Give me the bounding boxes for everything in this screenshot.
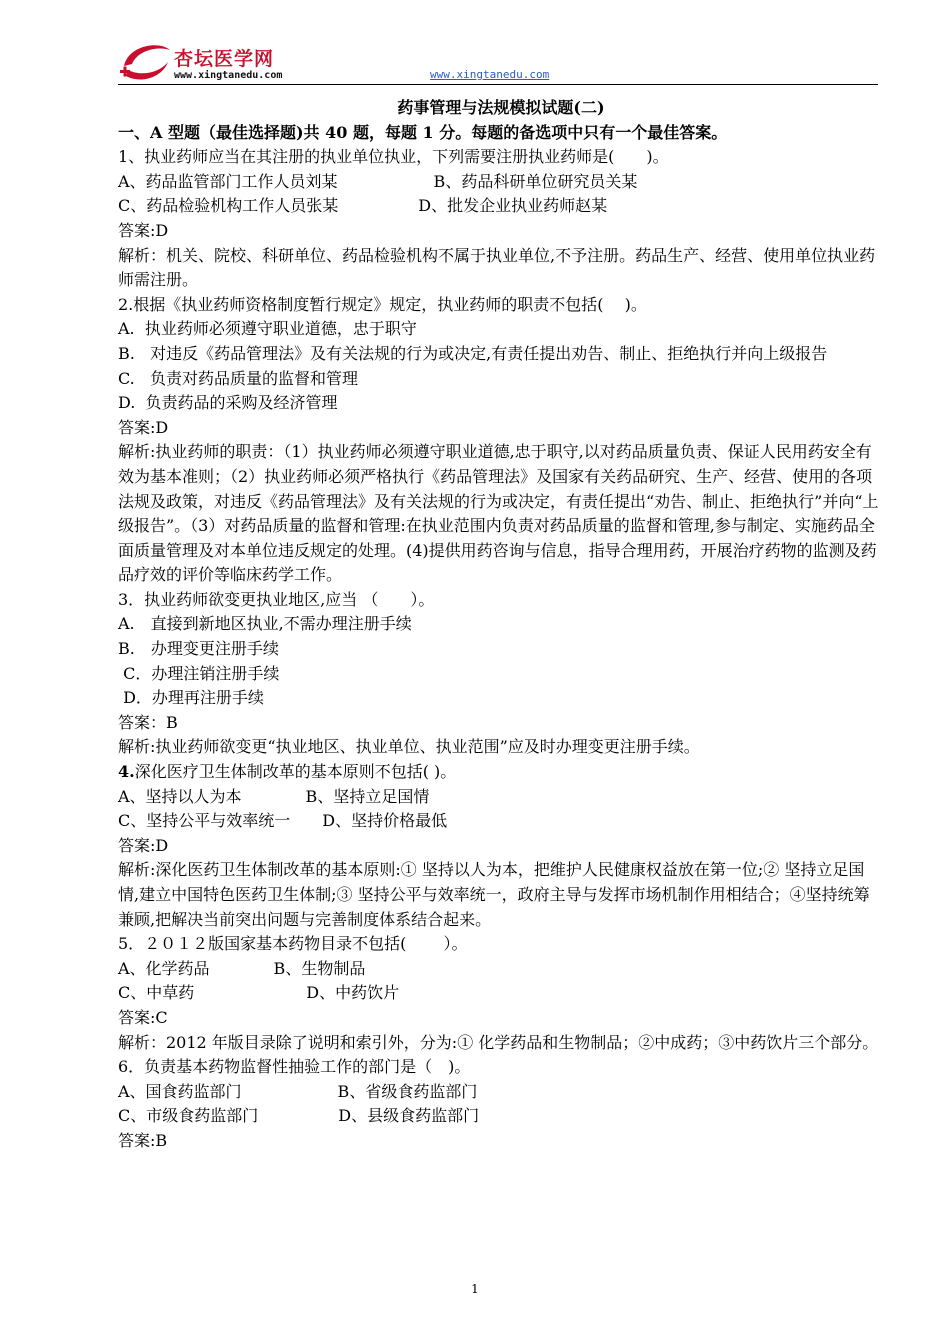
text-line: B. 办理变更注册手续 [118, 639, 279, 659]
text-line: 4.深化医疗卫生体制改革的基本原则不包括( )。 [118, 762, 457, 782]
text-line: C、药品检验机构工作人员张某 D、批发企业执业药师赵某 [118, 196, 608, 216]
text-line: 一、A 型题（最佳选择题)共 40 题，每题 1 分。每题的备选项中只有一个最佳答案。 [118, 122, 728, 142]
text-line: 1、执业药师应当在其注册的执业单位执业，下列需要注册执业药师是( )。 [118, 147, 669, 167]
text-line: 解析:执业药师的职责：（1）执业药师必须遵守职业道德,忠于职守,以对药品质量负责、保证人民用药安全有效为基本准则；（2）执业药师必须严格执行《药品管理法》及国家有关药品研究、生产、经营、使用的各项法规及政策，对违反《药品管理法》及有关法规的行为或决定，有责任提出“劝告、制止、拒绝执行”并向“上级报告”。（3）对药品质量的监督和管理:在执业范围内负责对药品质量的监督和管理,参与制定、实施药品全面质量管理及对本单位违反规定的处理。(4)提供用药咨询与信息，指导合理用药，开展治疗药物的监测及药品疗效的评价等临床药学工作。 [118, 442, 879, 585]
text-line: 答案:D [118, 220, 169, 240]
text-line: A. 直接到新地区执业,不需办理注册手续 [118, 614, 412, 634]
text-line: 5．２０１２版国家基本药物目录不包括( ）。 [118, 934, 468, 954]
document-body [118, 96, 884, 1154]
text-line: 答案:D [118, 835, 169, 855]
text-line: A、化学药品 B、生物制品 [118, 958, 366, 978]
text-line: 答案：B [118, 712, 178, 732]
text-line: 6．负责基本药物监督性抽验工作的部门是（ )。 [118, 1057, 471, 1077]
text-line: D．办理再注册手续 [118, 688, 264, 708]
text-line: 答案:D [118, 417, 169, 437]
text-line: A、国食药监部门 B、省级食药监部门 [118, 1081, 478, 1101]
logo-text: 杏坛医学网 [174, 48, 275, 70]
site-logo[interactable] [118, 36, 328, 86]
page-number: 1 [471, 1282, 479, 1296]
document-title: 药事管理与法规模拟试题(二) [397, 98, 605, 117]
text-line: D. 负责药品的采购及经济管理 [118, 393, 338, 413]
text-line: C、坚持公平与效率统一 D、坚持价格最低 [118, 811, 448, 831]
text-line: A、药品监管部门工作人员刘某 B、药品科研单位研究员关某 [118, 171, 638, 191]
text-line: 3．执业药师欲变更执业地区,应当 （ ）。 [118, 589, 435, 609]
text-line: C、市级食药监部门 D、县级食药监部门 [118, 1106, 480, 1126]
text-line: 解析:深化医药卫生体制改革的基本原则:① 坚持以人为本，把维护人民健康权益放在第一位;② 坚持立足国情,建立中国特色医药卫生体制;③ 坚持公平与效率统一，政府主导与发挥市场机制作用相结合；④坚持统筹兼顾,把解决当前突出问题与完善制度体系结合起来。 [118, 860, 870, 929]
text-line: 解析：机关、院校、科研单位、药品检验机构不属于执业单位,不予注册。药品生产、经营、使用单位执业药师需注册。 [118, 245, 876, 290]
text-line: C. 负责对药品质量的监督和管理 [118, 368, 359, 388]
text-line: B. 对违反《药品管理法》及有关法规的行为或决定,有责任提出劝告、制止、拒绝执行并向上级报告 [118, 343, 828, 363]
header-divider [118, 84, 878, 85]
text-line: 2.根据《执业药师资格制度暂行规定》规定，执业药师的职责不包括( )。 [118, 294, 647, 314]
logo-url: www.xingtanedu.com [174, 70, 283, 81]
text-line: 解析：2012 年版目录除了说明和索引外，分为:① 化学药品和生物制品；②中成药；③中药饮片三个部分。 [118, 1032, 879, 1052]
text-line: 答案:C [118, 1007, 168, 1027]
text-line: 答案:B [118, 1130, 168, 1150]
page-header [118, 34, 878, 88]
text-line: 解析:执业药师欲变更“执业地区、执业单位、执业范围”应及时办理变更注册手续。 [118, 737, 700, 757]
text-line: A. 执业药师必须遵守职业道德，忠于职守 [118, 319, 417, 339]
logo-emblem-icon [118, 36, 174, 86]
text-line: C．办理注销注册手续 [118, 663, 280, 683]
text-line: A、坚持以人为本 B、坚持立足国情 [118, 786, 430, 806]
text-line: C、中草药 D、中药饮片 [118, 983, 400, 1003]
question-list [118, 121, 884, 1154]
header-link[interactable]: www.xingtanedu.com [430, 68, 550, 81]
